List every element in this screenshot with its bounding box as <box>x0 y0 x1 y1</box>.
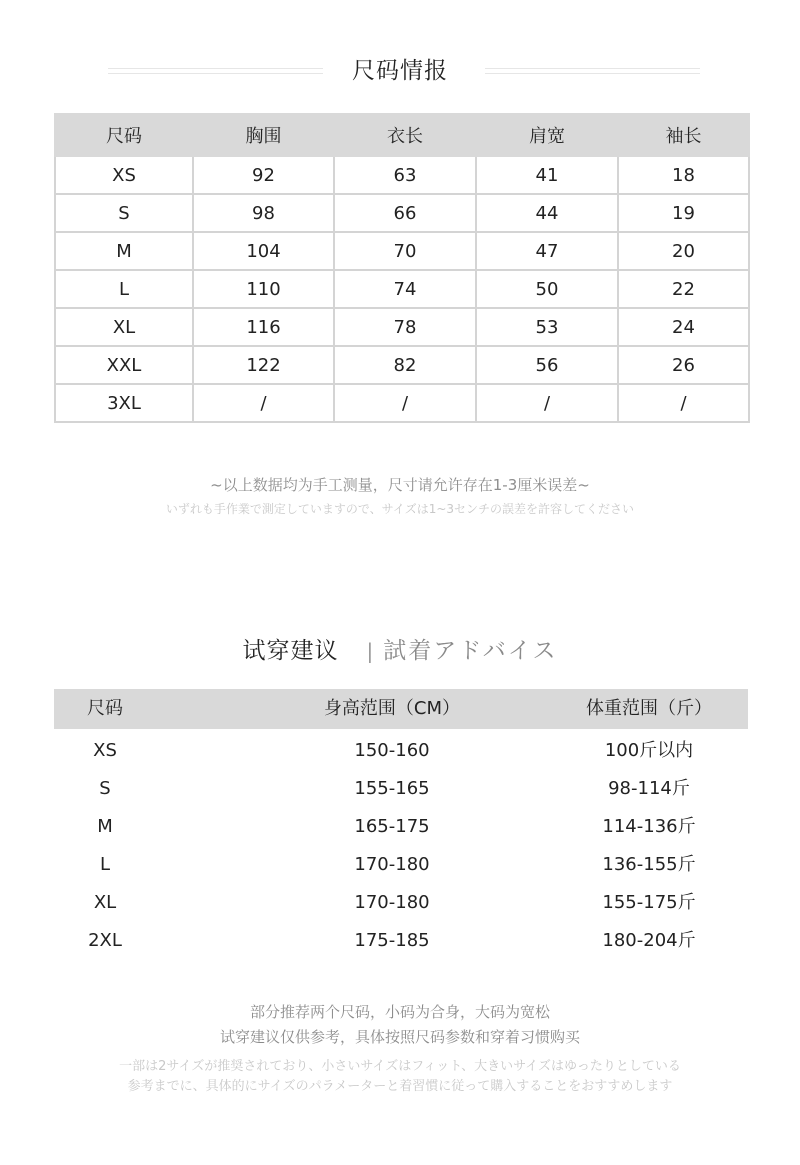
table-cell: 82 <box>334 346 476 384</box>
fit-weight: 100斤以内 <box>604 740 694 761</box>
fit-height: 150-160 <box>354 740 430 761</box>
title-separator: | <box>366 639 374 663</box>
fit-table-row <box>54 922 748 960</box>
table-cell: 50 <box>476 270 618 308</box>
table-cell: S <box>55 194 193 232</box>
fit-table-row <box>54 846 748 884</box>
fit-size: L <box>99 854 111 875</box>
header-height-range: 身高范围（CM） <box>323 698 461 719</box>
fit-table-row <box>54 770 748 808</box>
table-cell: 116 <box>193 308 334 346</box>
table-row <box>55 232 749 270</box>
fit-height: 170-180 <box>354 854 430 875</box>
fit-advice-title-zh: 试穿建议 <box>242 638 339 664</box>
table-row <box>55 194 749 232</box>
fit-table-row <box>54 808 748 846</box>
header-chest: 胸围 <box>193 114 334 156</box>
table-cell: L <box>55 270 193 308</box>
fit-size: M <box>97 816 113 837</box>
table-cell: 44 <box>476 194 618 232</box>
fit-table-row <box>54 884 748 922</box>
fit-size: 2XL <box>88 930 122 951</box>
table-row <box>55 270 749 308</box>
fit-size: S <box>99 778 111 799</box>
table-cell: 92 <box>193 156 334 194</box>
fit-table-row <box>54 732 748 770</box>
table-cell: 26 <box>618 346 749 384</box>
fit-advice-title <box>0 632 800 665</box>
title-divider-right <box>485 68 700 74</box>
header-sleeve: 袖长 <box>618 114 749 156</box>
table-cell: / <box>334 384 476 422</box>
table-cell: 18 <box>618 156 749 194</box>
fit-height: 175-185 <box>354 930 430 951</box>
table-cell: 47 <box>476 232 618 270</box>
table-cell: 66 <box>334 194 476 232</box>
fit-note-jp-line-1: 一部は2サイズが推奨されており、小さいサイズはフィット、大きいサイズはゆったりとしている <box>119 1059 681 1074</box>
table-cell: 104 <box>193 232 334 270</box>
size-info-title: 尺码情报 <box>352 58 448 84</box>
table-cell: 41 <box>476 156 618 194</box>
header-length: 衣长 <box>334 114 476 156</box>
fit-weight: 114-136斤 <box>602 816 696 837</box>
fit-height: 170-180 <box>354 892 430 913</box>
table-cell: 70 <box>334 232 476 270</box>
table-cell: 98 <box>193 194 334 232</box>
measurement-note: ~以上数据均为手工测量，尺寸请允许存在1-3厘米误差~ <box>210 476 590 494</box>
fit-weight: 155-175斤 <box>602 892 696 913</box>
table-cell: / <box>618 384 749 422</box>
fit-note-line-1: 部分推荐两个尺码，小码为合身，大码为宽松 <box>249 1003 550 1021</box>
table-cell: 78 <box>334 308 476 346</box>
measurement-note-jp: いずれも手作業で測定していますので、サイズは1~3センチの誤差を許容してください <box>165 502 635 516</box>
fit-size: XS <box>93 740 117 761</box>
size-table <box>54 113 750 423</box>
table-cell: 53 <box>476 308 618 346</box>
fit-weight: 98-114斤 <box>608 778 690 799</box>
table-row <box>55 346 749 384</box>
fit-weight: 136-155斤 <box>602 854 696 875</box>
table-cell: 63 <box>334 156 476 194</box>
table-cell: 74 <box>334 270 476 308</box>
table-cell: 3XL <box>55 384 193 422</box>
table-cell: M <box>55 232 193 270</box>
fit-height: 165-175 <box>354 816 430 837</box>
table-row <box>55 308 749 346</box>
fit-table-header <box>54 689 748 729</box>
table-cell: XXL <box>55 346 193 384</box>
header-size: 尺码 <box>55 114 193 156</box>
fit-height: 155-165 <box>354 778 430 799</box>
fit-note-line-2: 试穿建议仅供参考，具体按照尺码参数和穿着习惯购买 <box>219 1028 580 1046</box>
header-size: 尺码 <box>87 698 123 719</box>
table-cell: 22 <box>618 270 749 308</box>
table-cell: / <box>476 384 618 422</box>
size-table-header <box>55 114 749 156</box>
table-row <box>55 156 749 194</box>
header-shoulder: 肩宽 <box>476 114 618 156</box>
table-cell: 122 <box>193 346 334 384</box>
table-cell: 24 <box>618 308 749 346</box>
header-weight-range: 体重范围（斤） <box>586 698 712 719</box>
table-cell: 19 <box>618 194 749 232</box>
table-cell: 56 <box>476 346 618 384</box>
table-row <box>55 384 749 422</box>
table-cell: XS <box>55 156 193 194</box>
fit-size: XL <box>93 892 117 913</box>
table-cell: XL <box>55 308 193 346</box>
fit-advice-title-jp: 試着アドバイス <box>383 638 558 664</box>
table-cell: 20 <box>618 232 749 270</box>
table-cell: / <box>193 384 334 422</box>
table-cell: 110 <box>193 270 334 308</box>
fit-weight: 180-204斤 <box>602 930 696 951</box>
fit-note-jp-line-2: 参考までに、具体的にサイズのパラメーターと着習慣に従って購入することをおすすめします <box>127 1079 673 1094</box>
